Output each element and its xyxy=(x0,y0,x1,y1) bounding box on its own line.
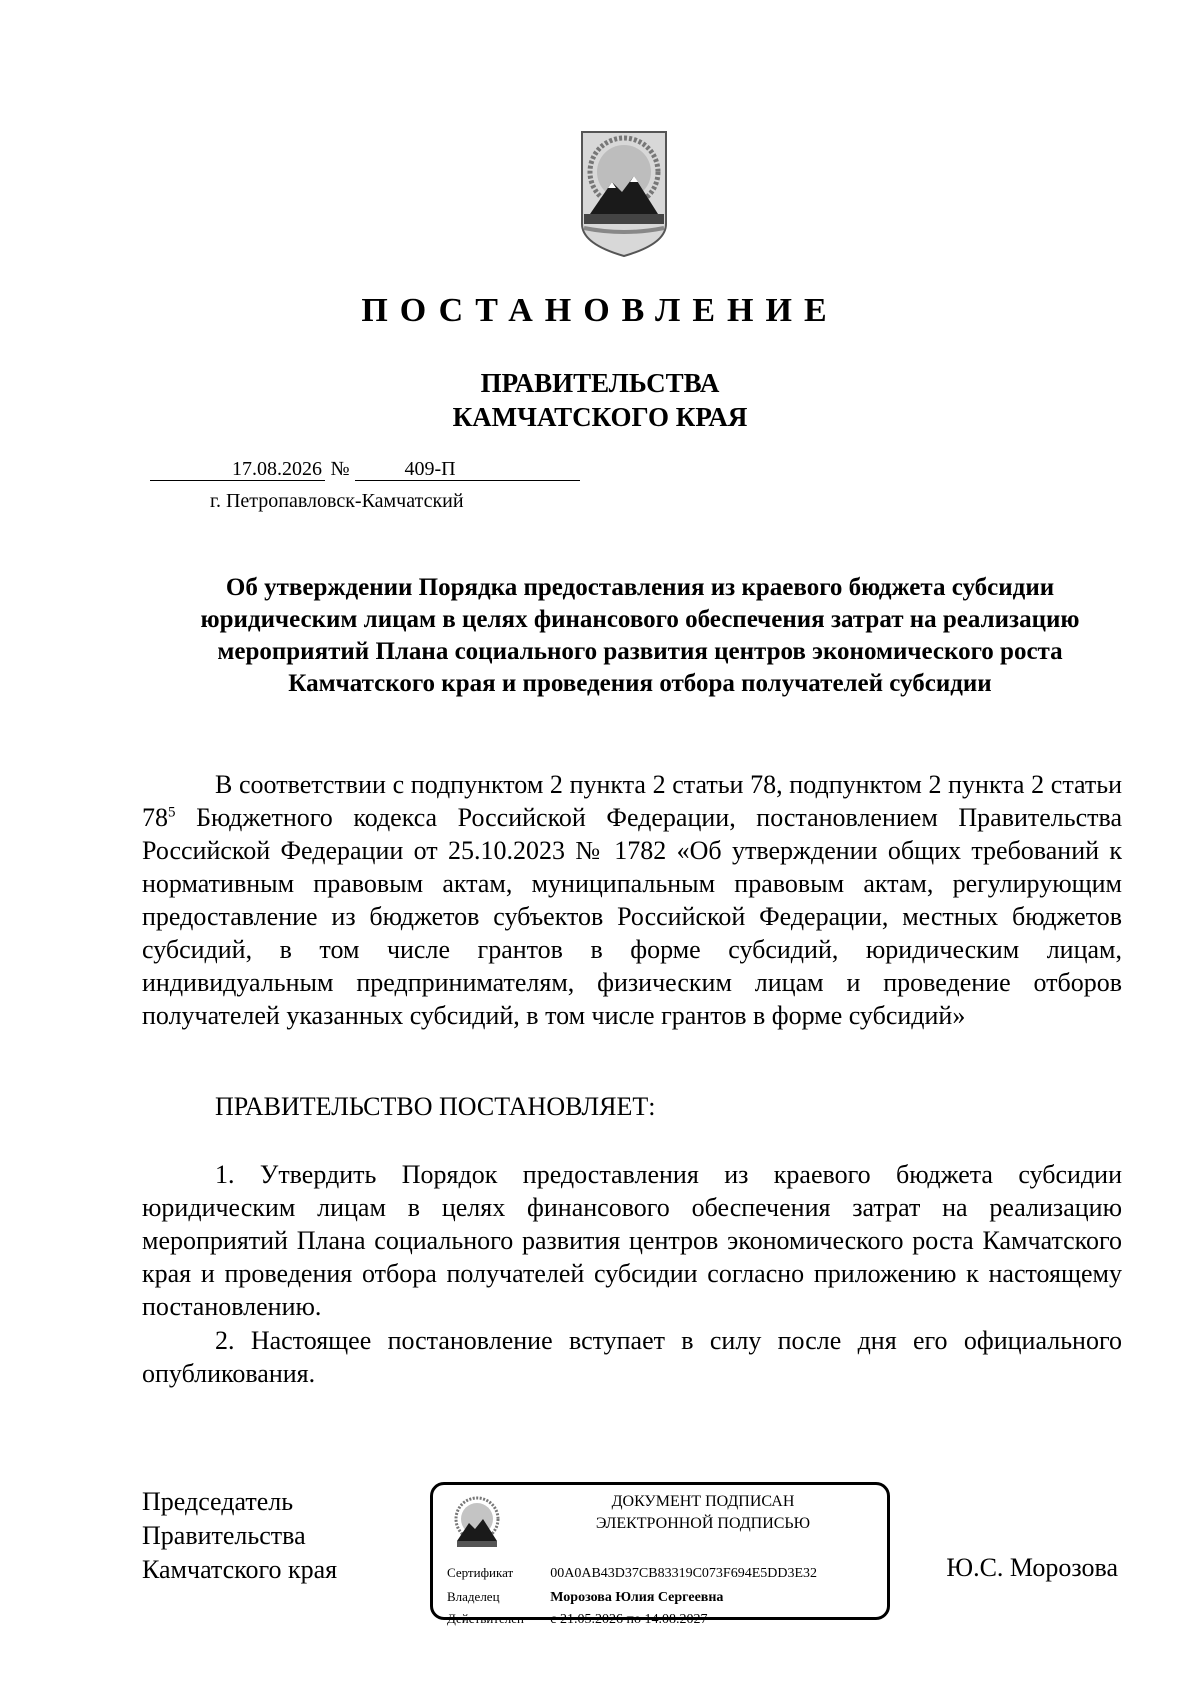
signer-title xyxy=(142,1485,337,1587)
authority-heading xyxy=(0,366,1200,434)
document-type-heading: ПОСТАНОВЛЕНИЕ xyxy=(361,292,839,329)
stamp-certificate-label: Сертификат xyxy=(447,1565,514,1580)
stamp-heading-1: ДОКУМЕНТ ПОДПИСАН xyxy=(611,1493,795,1510)
electronic-signature-stamp xyxy=(430,1482,890,1627)
authority-line-1: ПРАВИТЕЛЬСТВА xyxy=(480,368,720,398)
stamp-certificate-value: 00A0AB43D37CB83319C073F694E5DD3E32 xyxy=(550,1566,818,1581)
date-number-line xyxy=(150,458,580,484)
number-underline xyxy=(355,480,580,481)
decree-item-2-text: 2. Настоящее постановление вступает в силу после дня его официального опубликования. xyxy=(142,1326,1122,1388)
decree-statement: ПРАВИТЕЛЬСТВО ПОСТАНОВЛЯЕТ: xyxy=(215,1092,656,1121)
decree-item-1 xyxy=(142,1158,1122,1323)
signer-name: Ю.С. Морозова xyxy=(946,1553,1118,1582)
signer-title-line-3: Камчатского края xyxy=(142,1555,338,1584)
preamble-part-2: Бюджетного кодекса Российской Федерации, постановлением Правительства Российской Федерации от 25.10.2023 № 1782 «Об утверждении общих требований к нормативным правовым актам, муниципальным правовым актам, регулирующим предоставление из бюджетов субъектов Российской Федерации, местных бюджетов субсидий, в том числе грантов в форме субсидий, юридическим лицам, индивидуальным предпринимателям, физическим лицам и проведение отборов получателей указанных субсидий, в том числе грантов в форме субсидий» xyxy=(142,803,1122,1030)
preamble-superscript: 5 xyxy=(168,804,176,821)
signer-title-line-1: Председатель xyxy=(142,1487,294,1516)
stamp-validity-label: Действителен xyxy=(447,1611,524,1626)
stamp-validity-value: с 21.05.2026 по 14.08.2027 xyxy=(550,1612,708,1627)
decree-item-1-text: 1. Утвердить Порядок предоставления из краевого бюджета субсидии юридическим лицам в целях финансового обеспечения затрат на реализацию мероприятий Плана социального развития центров экономического роста Камчатского края и проведения отбора получателей субсидии согласно приложению к настоящему постановлению. xyxy=(142,1160,1122,1321)
stamp-owner-label: Владелец xyxy=(447,1589,500,1604)
stamp-owner-row xyxy=(447,1589,723,1606)
document-subject: Об утверждении Порядка предоставления из краевого бюджета субсидии юридическим лицам в целях финансового обеспечения затрат на реализацию мероприятий Плана социального развития центров экономического роста Камчатского края и проведения отбора получателей субсидии xyxy=(200,574,1080,697)
stamp-certificate-row xyxy=(447,1565,817,1582)
date-underline xyxy=(150,480,325,481)
preamble-paragraph xyxy=(142,768,1122,1032)
stamp-heading-2: ЭЛЕКТРОННОЙ ПОДПИСЬЮ xyxy=(595,1515,811,1532)
authority-line-2: КАМЧАТСКОГО КРАЯ xyxy=(452,402,748,432)
stamp-owner-value: Морозова Юлия Сергеевна xyxy=(550,1590,724,1605)
stamp-emblem-icon xyxy=(453,1495,501,1555)
decree-item-2 xyxy=(142,1324,1122,1390)
number-sign: № xyxy=(330,458,350,480)
coat-of-arms-icon xyxy=(578,128,670,258)
stamp-validity-row xyxy=(447,1611,707,1628)
city: г. Петропавловск-Камчатский xyxy=(210,490,464,512)
document-number: 409-П xyxy=(404,458,456,480)
preamble-part-1: В соответствии с подпунктом 2 пункта 2 статьи 78, подпунктом 2 пункта 2 статьи 78 xyxy=(142,770,1122,832)
document-date: 17.08.2026 xyxy=(232,458,322,480)
signer-title-line-2: Правительства xyxy=(142,1521,306,1550)
